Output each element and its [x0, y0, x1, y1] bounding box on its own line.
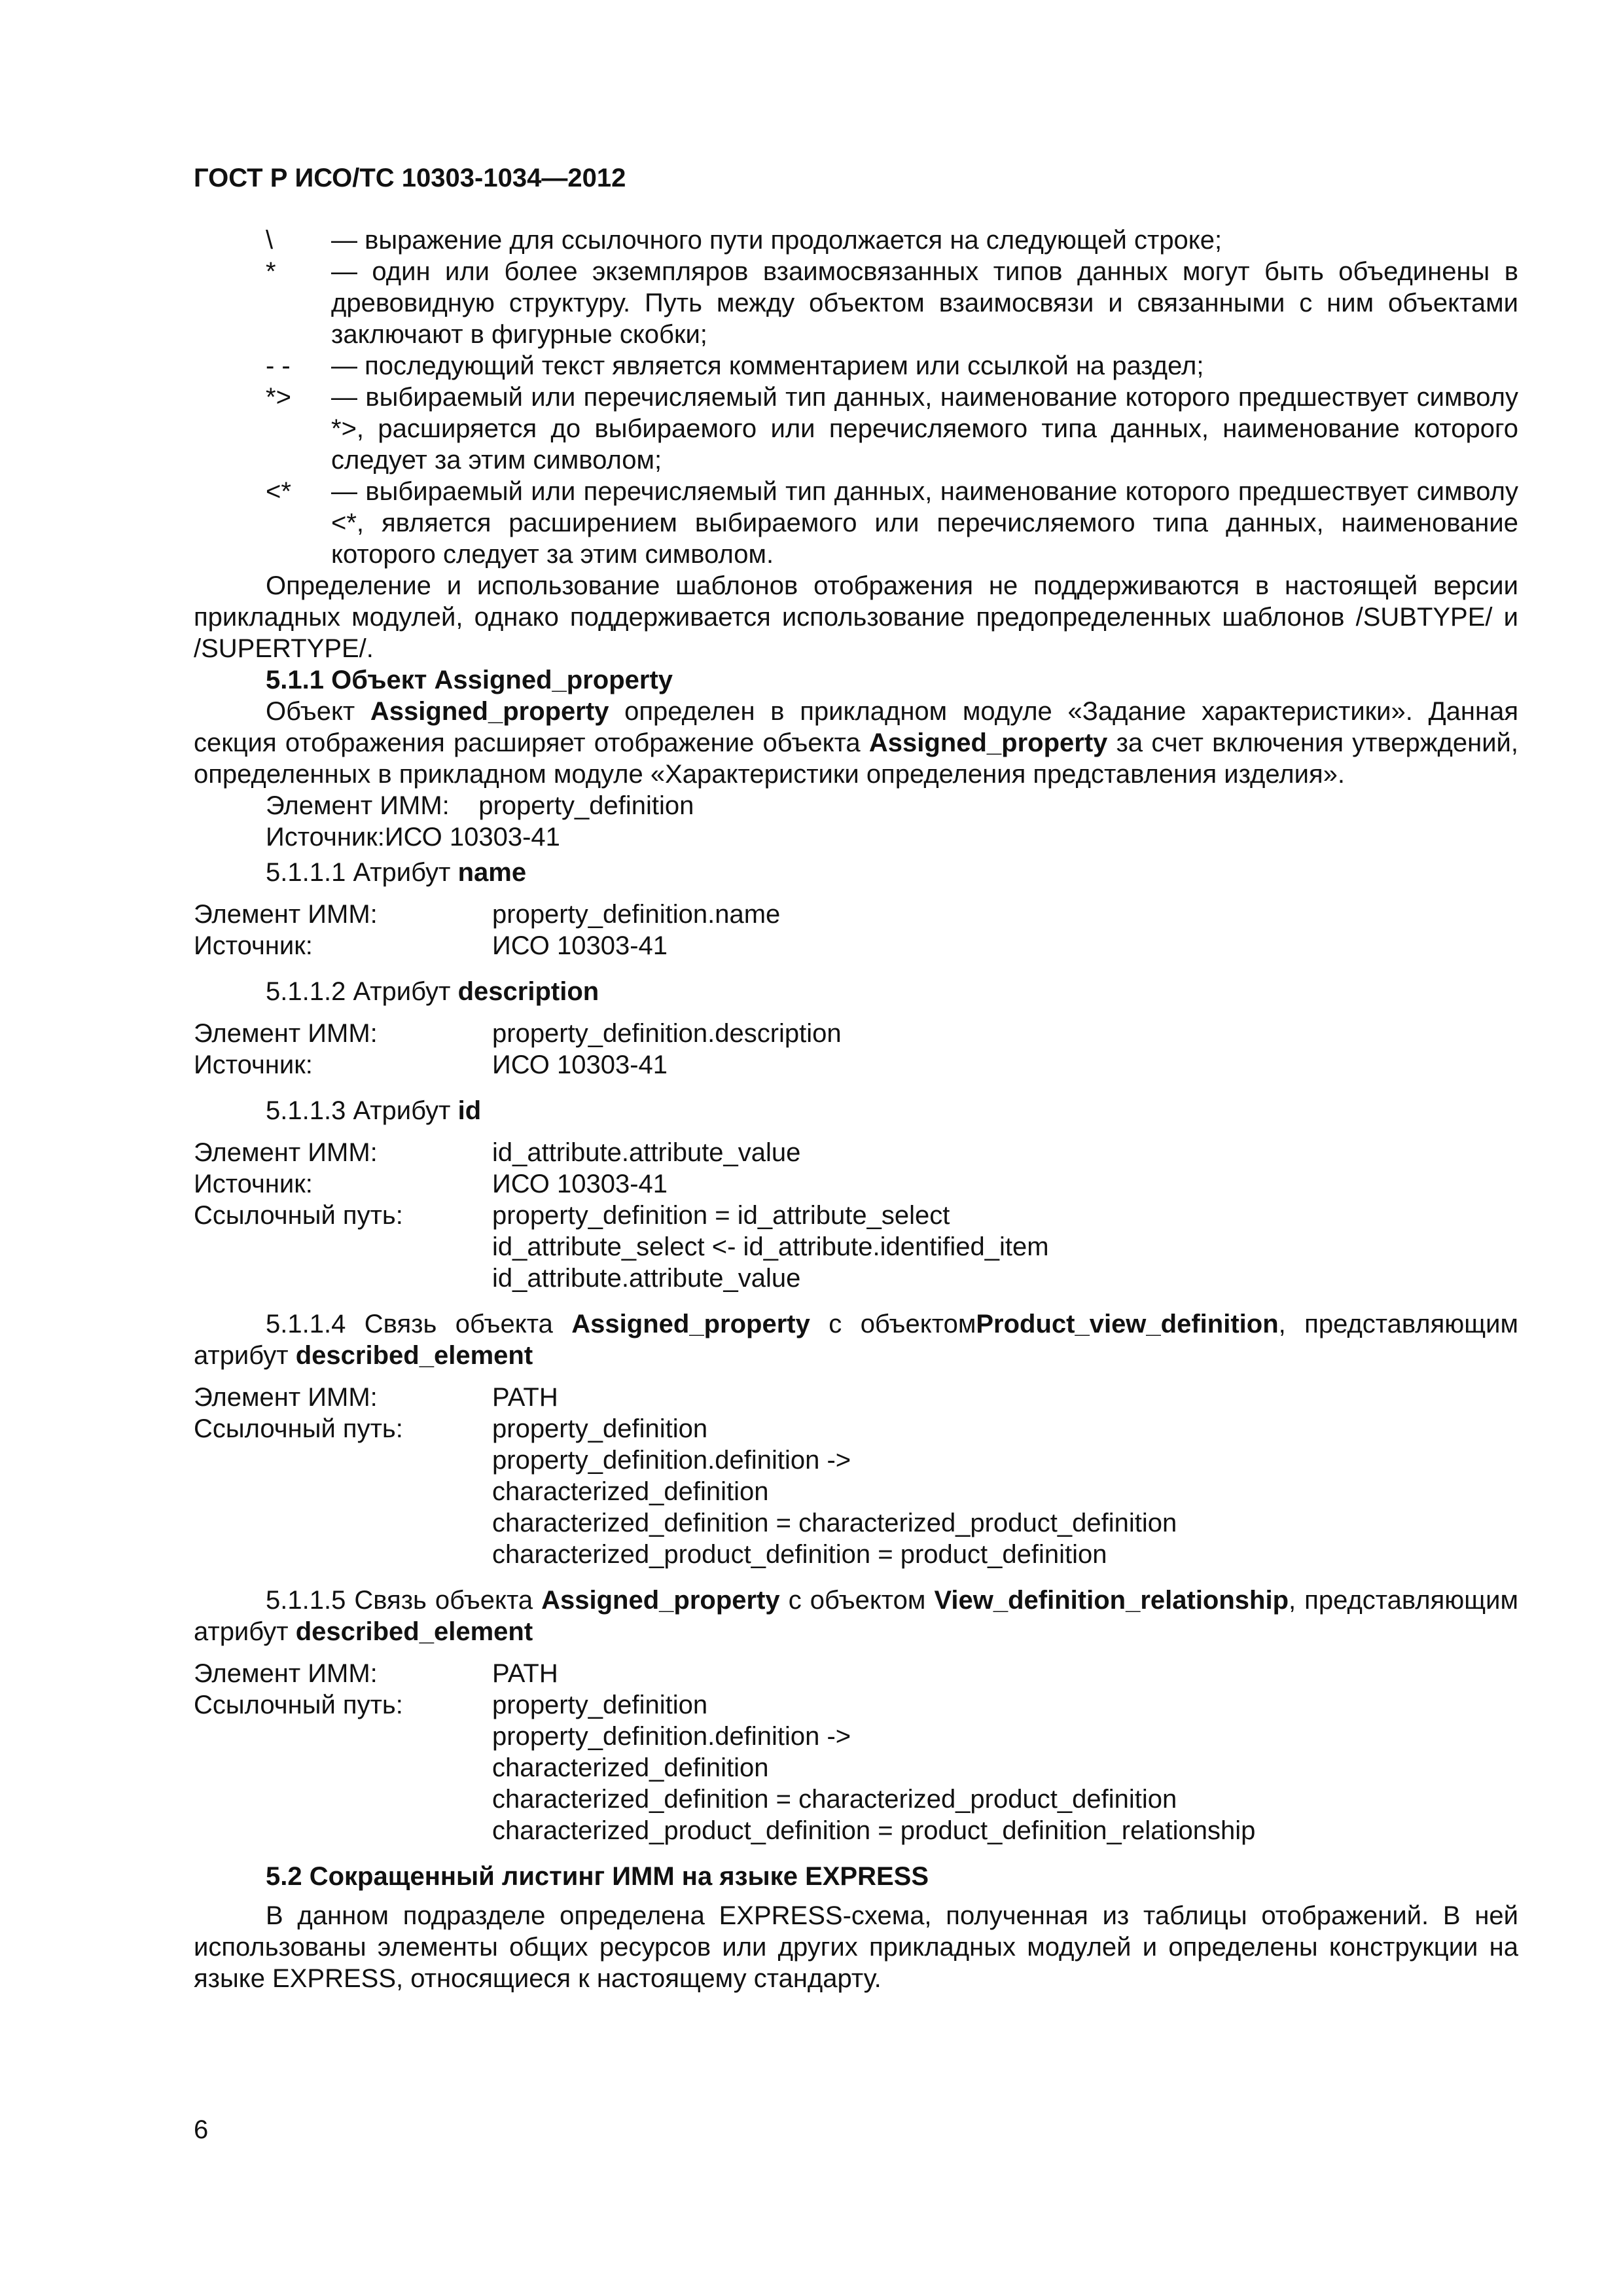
page-number: 6 — [194, 2115, 209, 2144]
text-run: 5.1.1.5 Связь объекта — [266, 1586, 542, 1615]
mapping-value — [492, 1049, 1518, 1081]
mapping-key: Элемент ИММ: — [194, 900, 378, 929]
text-run: за счет включения утверждений, определенных в прикладном модуле «Характеристики определения представления изделия». — [194, 728, 1518, 789]
mapping-value-line: PATH — [492, 1659, 558, 1688]
notation-item — [194, 224, 1518, 256]
notation-symbol: <* — [266, 477, 291, 506]
mapping-value — [492, 1018, 1518, 1049]
attribute-heading — [194, 1095, 1518, 1126]
mapping-row — [194, 1658, 1518, 1689]
mapping-value-line: ИСО 10303-41 — [492, 1170, 668, 1198]
attribute-name: name — [457, 858, 527, 887]
attribute-number: 5.1.1.1 Атрибут — [266, 858, 458, 887]
attribute-number: 5.1.1.2 Атрибут — [266, 977, 458, 1006]
mapping-row — [194, 1689, 1518, 1846]
mapping-table — [194, 1658, 1518, 1846]
mapping-table — [194, 1137, 1518, 1294]
mapping-value-line: property_definition.description — [492, 1019, 842, 1048]
entity-name: Assigned_property — [370, 697, 609, 726]
mapping-value — [492, 1382, 1518, 1413]
section-paragraph-5-2: В данном подразделе определена EXPRESS-схема, полученная из таблицы отображений. В ней использованы элементы общих ресурсов или других прикладных модулей и определены конструкции на языке EXPRESS, относящиеся к настоящему стандарту. — [194, 1901, 1518, 1993]
mapping-value-line: property_definition.name — [492, 900, 781, 929]
section-heading-5-1-1: 5.1.1 Объект Assigned_property — [266, 666, 673, 694]
notation-item — [194, 382, 1518, 476]
mapping-value — [492, 899, 1518, 930]
mapping-value-line: ИСО 10303-41 — [492, 931, 668, 960]
mapping-value-line: characterized_definition — [492, 1753, 769, 1782]
mapping-key: Ссылочный путь: — [194, 1414, 403, 1443]
source-line: Источник:ИСО 10303-41 — [266, 823, 560, 852]
mapping-value — [492, 1168, 1518, 1200]
entity-name: Assigned_property — [541, 1586, 780, 1615]
mapping-value-line: property_definition — [492, 1691, 708, 1719]
notation-symbol: \ — [266, 226, 274, 255]
notation-symbol: * — [266, 257, 276, 286]
text-run: с объектом — [810, 1310, 976, 1338]
notation-symbol: *> — [266, 383, 291, 412]
attribute-heading — [194, 857, 1518, 888]
mapping-value-line: characterized_product_definition = product_definition — [492, 1540, 1107, 1569]
mapping-value-line: ИСО 10303-41 — [492, 1050, 668, 1079]
mapping-value — [492, 1137, 1518, 1168]
mapping-table — [194, 1382, 1518, 1570]
relationship-heading — [194, 1585, 1518, 1647]
mim-element-line: Элемент ИММ: property_definition — [266, 791, 694, 820]
text-run: 5.1.1.4 Связь объекта — [266, 1310, 572, 1338]
attribute-name: id — [457, 1096, 482, 1125]
mapping-key: Ссылочный путь: — [194, 1691, 403, 1719]
mapping-key: Источник: — [194, 1050, 313, 1079]
mapping-key: Источник: — [194, 931, 313, 960]
mapping-value-line: property_definition — [492, 1414, 708, 1443]
text-run: Объект — [266, 697, 370, 726]
text-run: определен в прикладном модуле «Задание характеристики». Данная секция отображения расширяет отображение объекта — [194, 697, 1518, 757]
section-heading-5-2: 5.2 Сокращенный листинг ИММ на языке EXPRESS — [266, 1862, 929, 1891]
notation-item — [194, 350, 1518, 382]
notation-symbol: - - — [266, 351, 291, 380]
text-run: с объектом — [779, 1586, 935, 1615]
mapping-value-line: id_attribute.attribute_value — [492, 1264, 801, 1293]
text-run: , представляющим атрибут — [194, 1586, 1519, 1646]
entity-name: Assigned_property — [868, 728, 1108, 757]
mapping-row — [194, 1168, 1518, 1200]
mapping-value-line: id_attribute.attribute_value — [492, 1138, 801, 1167]
notation-text: — последующий текст является комментарием или ссылкой на раздел; — [331, 351, 1204, 380]
notation-text: — один или более экземпляров взаимосвязанных типов данных могут быть объединены в древовидную структуру. Путь между объектом взаимосвязи и связанными с ним объектами заключают в фигурные скобки; — [331, 257, 1518, 349]
mapping-value-line: property_definition = id_attribute_select — [492, 1201, 950, 1230]
entity-name: Product_view_definition — [976, 1310, 1279, 1338]
mapping-table — [194, 1018, 1518, 1081]
entity-name: View_definition_relationship — [934, 1586, 1289, 1615]
mapping-row — [194, 1137, 1518, 1168]
mapping-value-line: PATH — [492, 1383, 558, 1412]
attribute-heading — [194, 976, 1518, 1007]
notation-item — [194, 476, 1518, 570]
mapping-value — [492, 1658, 1518, 1689]
intro-paragraph: Определение и использование шаблонов отображения не поддерживаются в настоящей версии прикладных модулей, однако поддерживается использование предопределенных шаблонов /SUBTYPE/ и /SUPERTYPE/. — [194, 571, 1518, 663]
notation-item — [194, 256, 1518, 350]
mapping-value — [492, 1413, 1518, 1570]
attribute-name: described_element — [295, 1341, 533, 1370]
notation-text: — выражение для ссылочного пути продолжается на следующей строке; — [331, 226, 1222, 255]
section-paragraph-5-1-1 — [194, 696, 1518, 790]
notation-text: — выбираемый или перечисляемый тип данных, наименование которого предшествует символу *>, расширяется до выбираемого или перечисляемого типа данных, наименование которого следует за этим символом; — [331, 383, 1518, 475]
mapping-row — [194, 930, 1518, 961]
mapping-row — [194, 1200, 1518, 1294]
mapping-row — [194, 1049, 1518, 1081]
relationship-heading — [194, 1308, 1518, 1371]
attribute-number: 5.1.1.3 Атрибут — [266, 1096, 458, 1125]
mapping-value-line: property_definition.definition -> — [492, 1446, 851, 1475]
document-header: ГОСТ Р ИСО/ТС 10303-1034—2012 — [194, 164, 626, 192]
mapping-value — [492, 1200, 1518, 1294]
mapping-table — [194, 899, 1518, 961]
mapping-value — [492, 930, 1518, 961]
mapping-value-line: characterized_definition = characterized_product_definition — [492, 1509, 1177, 1537]
notation-list — [194, 224, 1518, 570]
notation-text: — выбираемый или перечисляемый тип данных, наименование которого предшествует символу <*, является расширением выбираемого или перечисляемого типа данных, наименование которого следует за этим символом. — [331, 477, 1518, 569]
mapping-value-line: characterized_product_definition = product_definition_relationship — [492, 1816, 1256, 1845]
mapping-key: Элемент ИММ: — [194, 1019, 378, 1048]
mapping-key: Источник: — [194, 1170, 313, 1198]
entity-name: Assigned_property — [571, 1310, 810, 1338]
attribute-name: described_element — [295, 1617, 533, 1646]
mapping-value-line: characterized_definition — [492, 1477, 769, 1506]
mapping-key: Элемент ИММ: — [194, 1659, 378, 1688]
mapping-value — [492, 1689, 1518, 1846]
mapping-row — [194, 1413, 1518, 1570]
attribute-name: description — [457, 977, 599, 1006]
mapping-row — [194, 1018, 1518, 1049]
mapping-row — [194, 899, 1518, 930]
mapping-key: Элемент ИММ: — [194, 1383, 378, 1412]
text-run: , представляющим атрибут — [194, 1310, 1519, 1370]
mapping-key: Элемент ИММ: — [194, 1138, 378, 1167]
mapping-value-line: characterized_definition = characterized_product_definition — [492, 1785, 1177, 1814]
page-content — [194, 224, 1518, 1994]
mapping-key: Ссылочный путь: — [194, 1201, 403, 1230]
mapping-value-line: id_attribute_select <- id_attribute.identified_item — [492, 1232, 1049, 1261]
mapping-value-line: property_definition.definition -> — [492, 1722, 851, 1751]
mapping-row — [194, 1382, 1518, 1413]
